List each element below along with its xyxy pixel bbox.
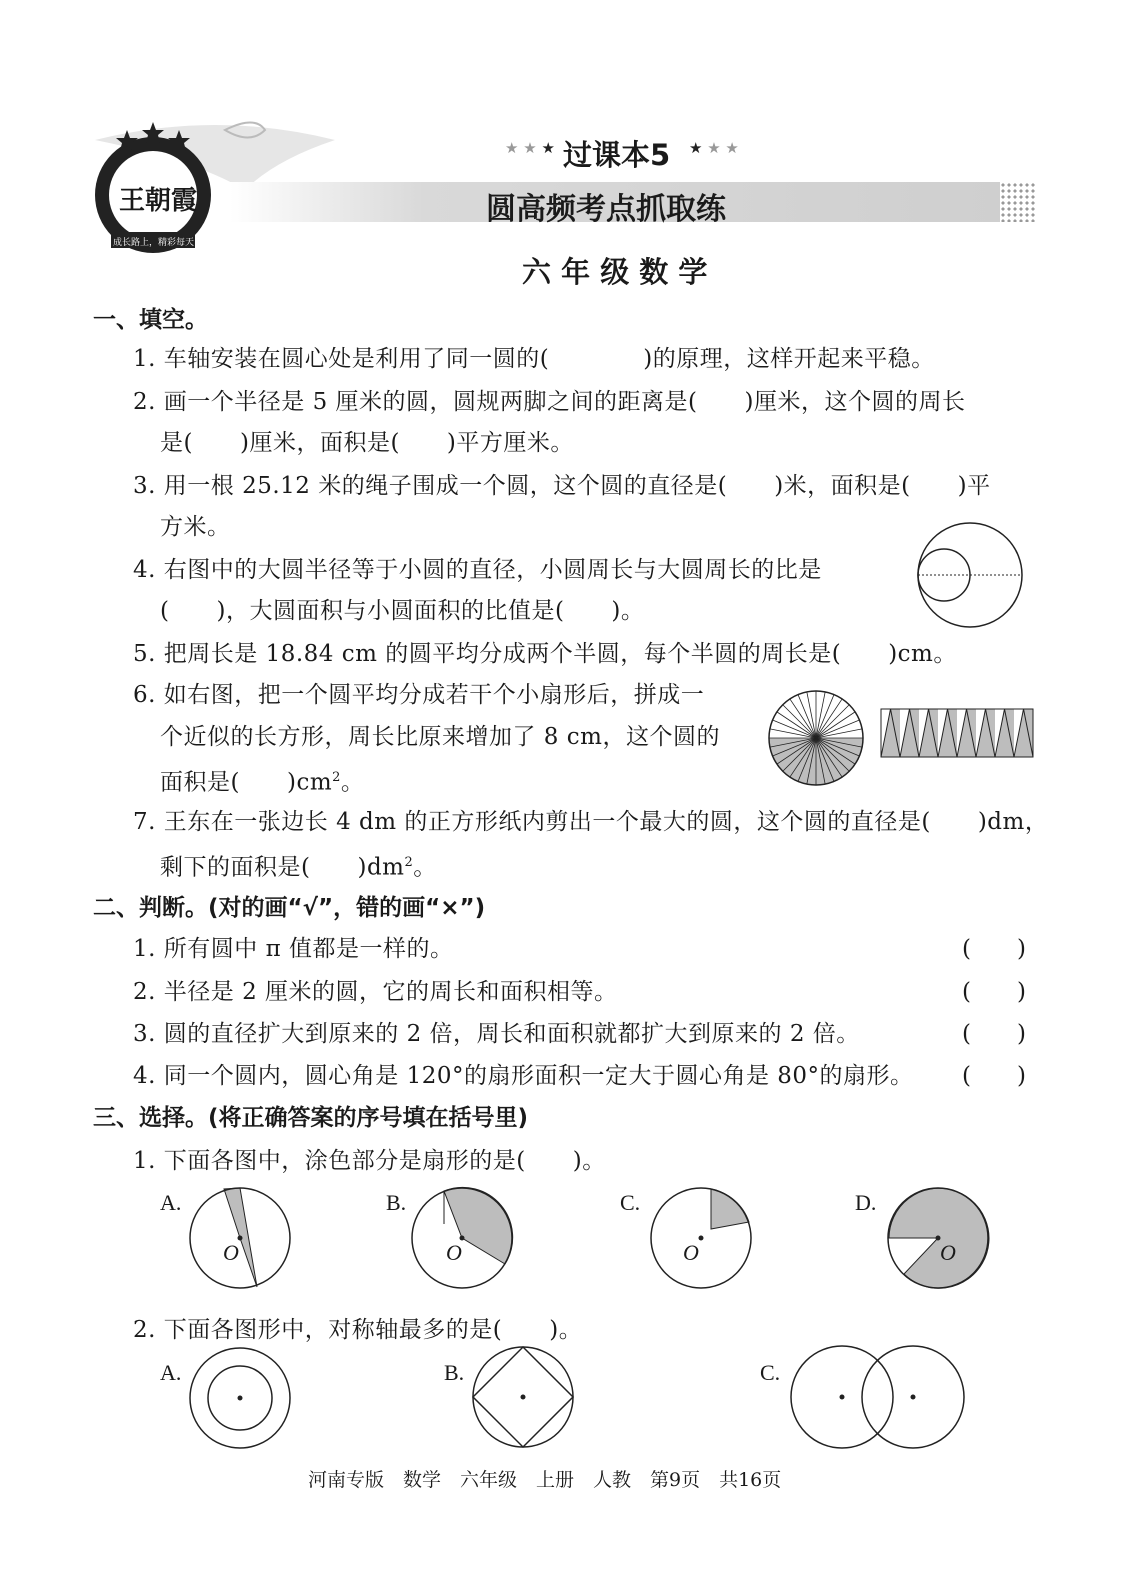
s3-q1-option-d: D. [855, 1190, 877, 1215]
s3-q1-figure-d [886, 1186, 990, 1290]
answer-blank[interactable]: ( ) [962, 1063, 1026, 1089]
s3-q2-figure-a [188, 1346, 292, 1450]
s3-q2-figure-b [470, 1344, 576, 1450]
s3-q2-option-b: B. [444, 1360, 465, 1385]
s3-q1: 1. 下面各图中，涂色部分是扇形的是( )。 [133, 1148, 606, 1174]
series-label: 过课本5 [563, 138, 671, 172]
center-label: O [446, 1240, 462, 1265]
series-title [505, 133, 745, 172]
s3-q2-option-a: A. [160, 1360, 182, 1385]
answer-blank[interactable]: ( ) [962, 936, 1026, 962]
s2-item-2: 2. 半径是 2 厘米的圆，它的周长和面积相等。 [133, 979, 618, 1005]
s1-q2a: 2. 画一个半径是 5 厘米的圆，圆规两脚之间的距离是( )厘米，这个圆的周长 [133, 389, 966, 415]
s3-q1-figure-b [410, 1186, 514, 1290]
s1-q4b: ( )，大圆面积与小圆面积的比值是( )。 [160, 598, 645, 624]
answer-blank[interactable]: ( ) [962, 1021, 1026, 1047]
q6-rectangle-approx [880, 708, 1035, 758]
banner-dots [1000, 182, 1036, 222]
s1-q5: 5. 把周长是 18.84 cm 的圆平均分成两个半圆，每个半圆的周长是( )cm。 [133, 641, 957, 667]
star-icons-left: ★ ★ ★ [505, 139, 555, 157]
sector-spoke [783, 705, 816, 738]
logo-text: 王朝霞 [119, 186, 198, 216]
star-icons-right: ★ ★ ★ [689, 139, 739, 157]
page-footer: 河南专版 数学 六年级 上册 人教 第9页 共16页 [308, 1469, 782, 1491]
q6-sector-circle [766, 688, 866, 788]
s1-q6c: 面积是( )$cm^2$。 [160, 769, 365, 796]
s2-item-4: 4. 同一个圆内，圆心角是 120°的扇形面积一定大于圆心角是 80°的扇形。 [133, 1063, 914, 1089]
s3-q1-figure-c [649, 1186, 753, 1290]
s1-q3a: 3. 用一根 25.12 米的绳子围成一个圆，这个圆的直径是( )米，面积是( )平 [133, 473, 991, 499]
s3-q2: 2. 下面各图形中，对称轴最多的是( )。 [133, 1317, 583, 1343]
s2-item-1: 1. 所有圆中 π 值都是一样的。 [133, 936, 454, 962]
center-label: O [940, 1240, 956, 1265]
page-subtitle: 六 年 级 数 学 [522, 255, 708, 289]
s2-item-3: 3. 圆的直径扩大到原来的 2 倍，周长和面积就都扩大到原来的 2 倍。 [133, 1021, 860, 1047]
s1-q1: 1. 车轴安装在圆心处是利用了同一圆的( )的原理，这样开起来平稳。 [133, 346, 935, 372]
s3-q2-option-c: C. [760, 1360, 781, 1385]
s3-q1-option-b: B. [386, 1190, 407, 1215]
section1-title: 一、填空。 [93, 307, 208, 333]
s1-q2b: 是( )厘米，面积是( )平方厘米。 [160, 430, 574, 456]
center-label: O [223, 1240, 239, 1265]
s1-q6a: 6. 如右图，把一个圆平均分成若干个小扇形后，拼成一 [133, 682, 705, 708]
q4-circles-figure [915, 520, 1025, 630]
section3-title: 三、选择。(将正确答案的序号填在括号里) [93, 1105, 529, 1131]
s1-q4a: 4. 右图中的大圆半径等于小圆的直径，小圆周长与大圆周长的比是 [133, 557, 822, 583]
s3-q2-figure-c [786, 1344, 968, 1450]
s1-q6b: 个近似的长方形，周长比原来增加了 8 cm，这个圆的 [160, 724, 720, 750]
logo-slogan: 成长路上，精彩每天 [113, 238, 195, 248]
s3-q1-option-c: C. [620, 1190, 641, 1215]
section2-title: 二、判断。(对的画“√”，错的画“×”) [93, 895, 486, 921]
s1-q7b: 剩下的面积是( )$dm^2$。 [160, 854, 437, 881]
s3-q1-figure-a [188, 1186, 292, 1290]
center-label: O [683, 1240, 699, 1265]
s1-q3b: 方米。 [160, 514, 231, 540]
s3-q1-option-a: A. [160, 1190, 182, 1215]
banner-title: 圆高频考点抓取练 [486, 192, 726, 227]
s1-q7a: 7. 王东在一张边长 4 dm 的正方形纸内剪出一个最大的圆，这个圆的直径是( )dm， [133, 809, 1049, 835]
answer-blank[interactable]: ( ) [962, 979, 1026, 1005]
sector-spoke [816, 705, 849, 738]
